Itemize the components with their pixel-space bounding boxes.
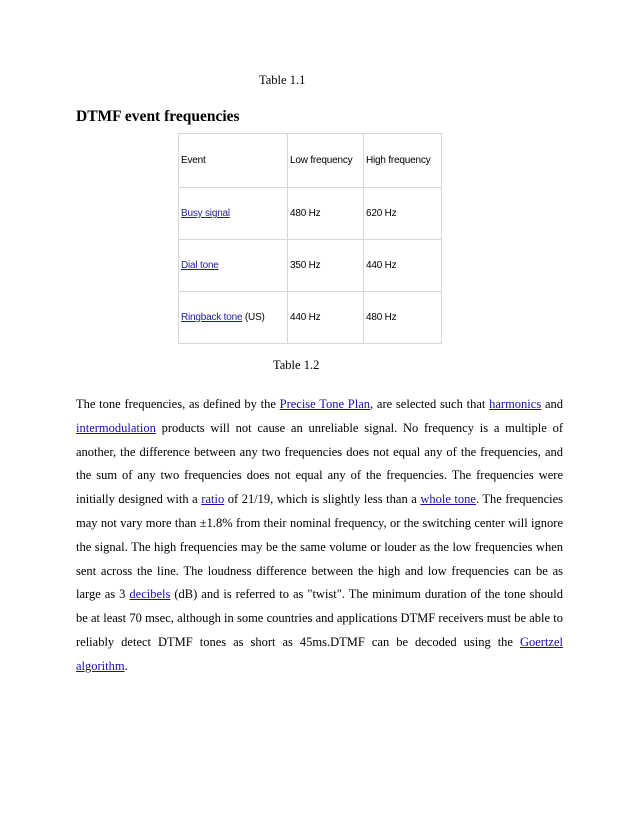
event-suffix: (US) xyxy=(242,312,265,323)
event-cell xyxy=(179,292,288,344)
paragraph-text: , are selected such that xyxy=(370,397,490,411)
table-header-row xyxy=(179,134,442,188)
header-low-frequency: Low frequency xyxy=(288,134,364,188)
goertzel-algorithm-link[interactable]: Goertzel algorithm xyxy=(76,634,563,673)
intermodulation-link[interactable]: intermodulation xyxy=(76,420,156,435)
paragraph-text: and xyxy=(541,397,563,411)
busy-signal-link[interactable]: Busy signal xyxy=(181,208,230,219)
harmonics-link[interactable]: harmonics xyxy=(489,397,542,411)
table-row xyxy=(179,188,442,240)
whole-tone-link[interactable]: whole tone xyxy=(420,492,476,507)
paragraph-text: The tone frequencies, as defined by the xyxy=(76,397,280,411)
paragraph-text: . xyxy=(124,658,128,673)
event-cell xyxy=(179,188,288,240)
header-high-frequency: High frequency xyxy=(364,134,442,188)
paragraph-text: . The frequencies may not vary more than ±1.8% from their nominal frequency, or the switching center will ignore the signal. The high frequencies may be the same volume or louder as the low frequencies when sent across the line. The loudness difference between the high and low frequencies can be as large as 3 xyxy=(76,492,563,602)
high-frequency-cell: 480 Hz xyxy=(364,292,442,344)
precise-tone-plan-link[interactable]: Precise Tone Plan xyxy=(279,397,371,411)
table-caption-1-2: Table 1.2 xyxy=(273,358,320,372)
high-frequency-cell: 620 Hz xyxy=(364,188,442,240)
dial-tone-link[interactable]: Dial tone xyxy=(181,260,219,271)
table-row xyxy=(179,292,442,344)
low-frequency-cell: 480 Hz xyxy=(288,188,364,240)
paragraph-text: products will not cause an unreliable signal. No frequency is a multiple of another, the difference between any two frequencies does not equal any of the frequencies, and the sum of any two frequencies does not equal any of the frequencies. The frequencies were initially designed with a xyxy=(76,420,563,507)
paragraph-text: of 21/19, which is slightly less than a xyxy=(224,492,421,507)
body-paragraph xyxy=(76,393,563,679)
low-frequency-cell: 440 Hz xyxy=(288,292,364,344)
frequency-table xyxy=(178,133,442,344)
table-row xyxy=(179,240,442,292)
ringback-tone-link[interactable]: Ringback tone xyxy=(181,312,243,323)
header-event: Event xyxy=(179,134,288,188)
low-frequency-cell: 350 Hz xyxy=(288,240,364,292)
ratio-link[interactable]: ratio xyxy=(201,492,225,507)
paragraph-text: (dB) and is referred to as "twist". The minimum duration of the tone should be at least 70 msec, although in some countries and applications DTMF receivers must be able to reliably detect DTMF tones as short as 45ms.DTMF can be decoded using the xyxy=(76,587,564,649)
decibels-link[interactable]: decibels xyxy=(129,587,171,602)
table-caption-1-1: Table 1.1 xyxy=(259,73,306,87)
high-frequency-cell: 440 Hz xyxy=(364,240,442,292)
event-cell xyxy=(179,240,288,292)
section-heading: DTMF event frequencies xyxy=(76,108,240,125)
